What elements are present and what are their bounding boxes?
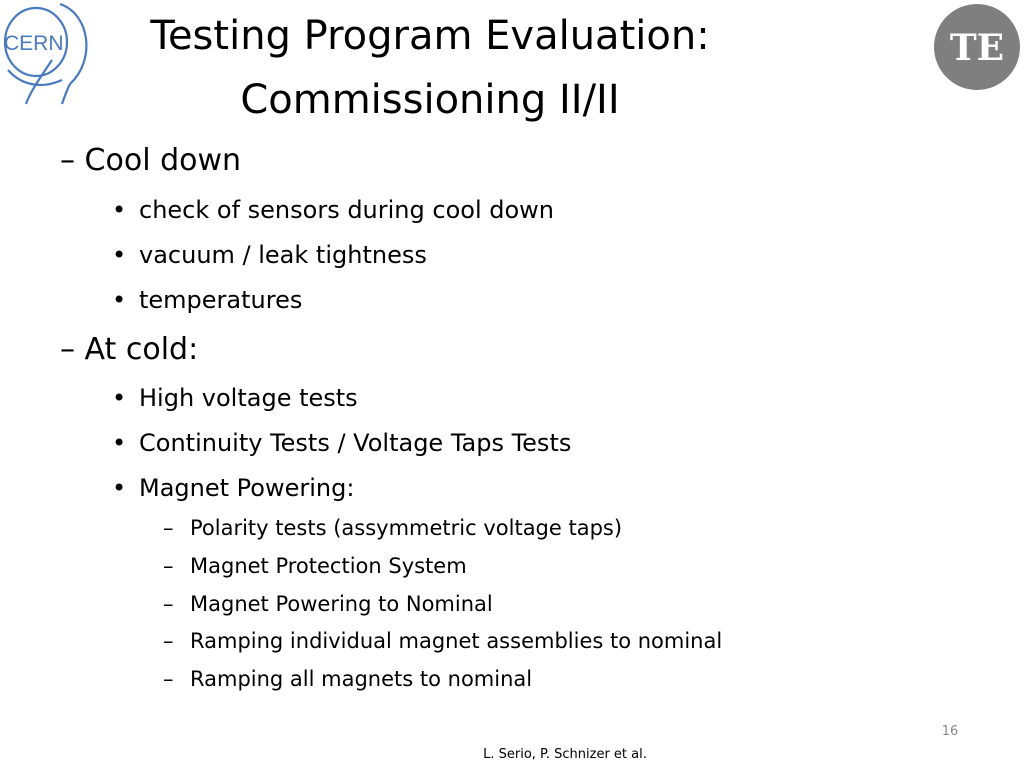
list-item bbox=[112, 384, 358, 412]
te-logo-text: TE bbox=[949, 27, 1005, 69]
list-item bbox=[112, 196, 554, 224]
list-item-label: vacuum / leak tightness bbox=[139, 241, 427, 269]
bullet-marker: • bbox=[112, 196, 127, 224]
sub-list-item-label: Magnet Powering to Nominal bbox=[190, 592, 493, 616]
list-item bbox=[112, 241, 427, 269]
dash-marker: – bbox=[163, 592, 174, 616]
sub-list-item bbox=[163, 592, 493, 616]
dash-marker: – bbox=[60, 143, 75, 178]
sub-list-item-label: Ramping all magnets to nominal bbox=[190, 667, 533, 691]
section-cool-down bbox=[60, 143, 241, 178]
sub-list-item bbox=[163, 629, 722, 653]
bullet-marker: • bbox=[112, 474, 127, 502]
list-item-label: check of sensors during cool down bbox=[139, 196, 554, 224]
slide-title-line-2: Commissioning II/II bbox=[240, 77, 620, 123]
section-at-cold bbox=[60, 332, 198, 367]
list-item-label: Magnet Powering: bbox=[139, 474, 355, 502]
sub-list-item-label: Polarity tests (assymmetric voltage taps) bbox=[190, 516, 623, 540]
bullet-marker: • bbox=[112, 241, 127, 269]
list-item bbox=[112, 429, 571, 457]
cern-logo-text: CERN bbox=[4, 32, 64, 55]
dash-marker: – bbox=[163, 516, 174, 540]
section-label: Cool down bbox=[84, 143, 242, 178]
bullet-marker: • bbox=[112, 384, 127, 412]
footer-author: L. Serio, P. Schnizer et al. bbox=[483, 747, 647, 762]
sub-list-item bbox=[163, 516, 622, 540]
list-item bbox=[112, 286, 302, 314]
list-item-label: High voltage tests bbox=[139, 384, 358, 412]
slide-title-line-1: Testing Program Evaluation: bbox=[150, 13, 710, 59]
sub-list-item-label: Magnet Protection System bbox=[190, 554, 467, 578]
dash-marker: – bbox=[163, 667, 174, 691]
list-item-label: Continuity Tests / Voltage Taps Tests bbox=[139, 429, 572, 457]
sub-list-item bbox=[163, 667, 532, 691]
list-item bbox=[112, 474, 354, 502]
bullet-marker: • bbox=[112, 286, 127, 314]
list-item-label: temperatures bbox=[139, 286, 303, 314]
bullet-marker: • bbox=[112, 429, 127, 457]
sub-list-item-label: Ramping individual magnet assemblies to nominal bbox=[190, 629, 723, 653]
dash-marker: – bbox=[163, 629, 174, 653]
dash-marker: – bbox=[60, 332, 75, 367]
sub-list-item bbox=[163, 554, 467, 578]
section-label: At cold: bbox=[84, 332, 199, 367]
dash-marker: – bbox=[163, 554, 174, 578]
page-number: 16 bbox=[941, 724, 959, 739]
